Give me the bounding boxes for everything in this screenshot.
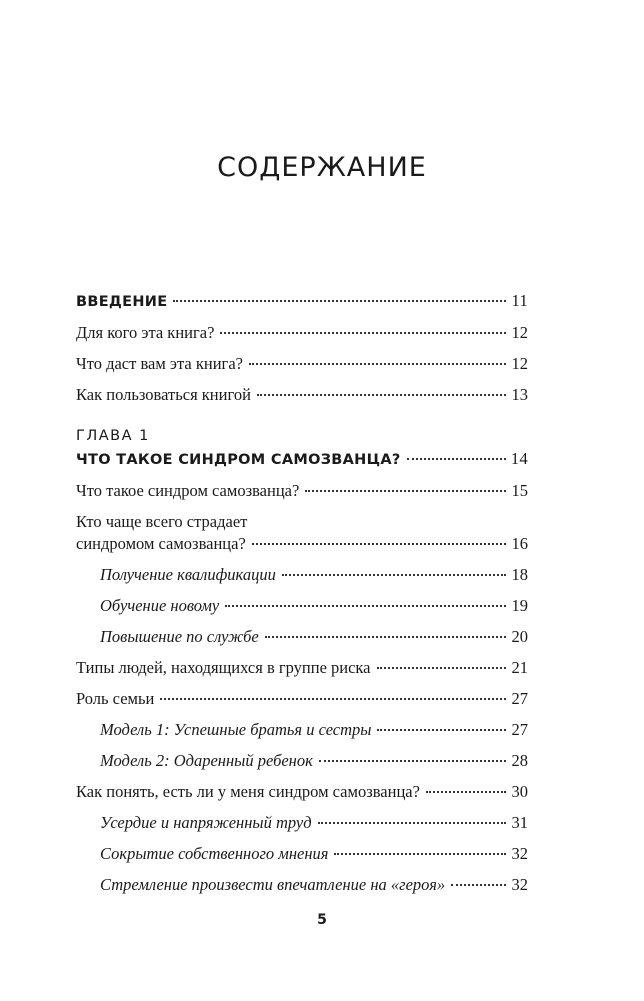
toc-entry-title: Для кого эта книга? (76, 323, 215, 342)
toc-entry-title: Повышение по службе (100, 627, 259, 646)
toc-page-number: 31 (511, 813, 528, 832)
toc-page-number: 27 (511, 720, 528, 739)
toc-entry-title: Роль семьи (76, 689, 155, 708)
toc-entry-title: Получение квалификации (100, 565, 276, 584)
toc-page-number: 27 (511, 689, 528, 708)
toc-entry-title-line2: синдромом самозванца? (76, 534, 246, 553)
dot-leader (173, 300, 506, 302)
dot-leader (220, 332, 506, 334)
dot-leader (451, 884, 506, 886)
toc-subentry (76, 812, 528, 834)
toc-subentry (76, 843, 528, 865)
toc-entry-title: Модель 2: Одаренный ребенок (100, 751, 313, 770)
toc-entry (76, 353, 528, 375)
toc-entry-chapter (76, 448, 528, 471)
dot-leader (225, 605, 506, 607)
toc-entry-title: Как понять, есть ли у меня синдром самозванца? (76, 782, 420, 801)
toc-page-number: 32 (511, 875, 528, 894)
page-title: СОДЕРЖАНИЕ (217, 152, 427, 183)
toc-subentry (76, 564, 528, 586)
dot-leader (257, 394, 506, 396)
toc-page-number: 20 (511, 627, 528, 646)
toc-page-number: 19 (511, 596, 528, 615)
toc-page-number: 12 (511, 354, 528, 373)
toc-entry (76, 322, 528, 344)
toc-entry-title: Сокрытие собственного мнения (100, 844, 329, 863)
table-of-contents (76, 290, 528, 905)
dot-leader (377, 729, 506, 731)
toc-page-number: 14 (510, 449, 528, 468)
toc-subentry (76, 874, 528, 896)
toc-subentry (76, 595, 528, 617)
toc-page-number: 21 (511, 658, 528, 677)
toc-page-number: 16 (511, 534, 528, 553)
toc-subentry (76, 719, 528, 741)
dot-leader (426, 791, 506, 793)
toc-entry (76, 657, 528, 679)
toc-entry-title: Стремление произвести впечатление на «героя» (100, 875, 446, 894)
dot-leader (407, 458, 506, 460)
toc-page-number: 12 (511, 323, 528, 342)
toc-entry-title: Усердие и напряженный труд (100, 813, 312, 832)
toc-entry-title: Как пользоваться книгой (76, 385, 251, 404)
toc-page-number: 11 (511, 291, 528, 310)
toc-page-number: 15 (511, 481, 528, 500)
toc-page-number: 28 (511, 751, 528, 770)
toc-entry (76, 781, 528, 803)
dot-leader (319, 760, 506, 762)
toc-entry-intro (76, 290, 528, 313)
toc-subentry (76, 750, 528, 772)
dot-leader (249, 363, 506, 365)
dot-leader (318, 822, 506, 824)
page-number: 5 (317, 912, 327, 928)
toc-entry (76, 688, 528, 710)
dot-leader (252, 543, 506, 545)
toc-entry-title: ВВЕДЕНИЕ (76, 294, 168, 310)
dot-leader (334, 853, 506, 855)
toc-entry-title: ЧТО ТАКОЕ СИНДРОМ САМОЗВАНЦА? (76, 452, 401, 468)
toc-entry-title: Что такое синдром самозванца? (76, 481, 300, 500)
toc-page-number: 32 (511, 844, 528, 863)
toc-page-number: 18 (511, 565, 528, 584)
dot-leader (282, 574, 506, 576)
toc-entry-title: Модель 1: Успешные братья и сестры (100, 720, 372, 739)
toc-entry-title: Типы людей, находящихся в группе риска (76, 658, 371, 677)
dot-leader (305, 490, 506, 492)
toc-subentry (76, 626, 528, 648)
toc-entry (76, 384, 528, 406)
toc-page-number: 13 (511, 385, 528, 404)
dot-leader (377, 667, 506, 669)
toc-entry (76, 480, 528, 502)
chapter-label: ГЛАВА 1 (76, 428, 150, 444)
toc-entry-title-line1: Кто чаще всего страдает (76, 512, 248, 531)
dot-leader (160, 698, 506, 700)
toc-entry-title: Обучение новому (100, 596, 220, 615)
toc-entry (76, 511, 528, 555)
toc-entry-title: Что даст вам эта книга? (76, 354, 243, 373)
dot-leader (265, 636, 506, 638)
toc-page-number: 30 (511, 782, 528, 801)
